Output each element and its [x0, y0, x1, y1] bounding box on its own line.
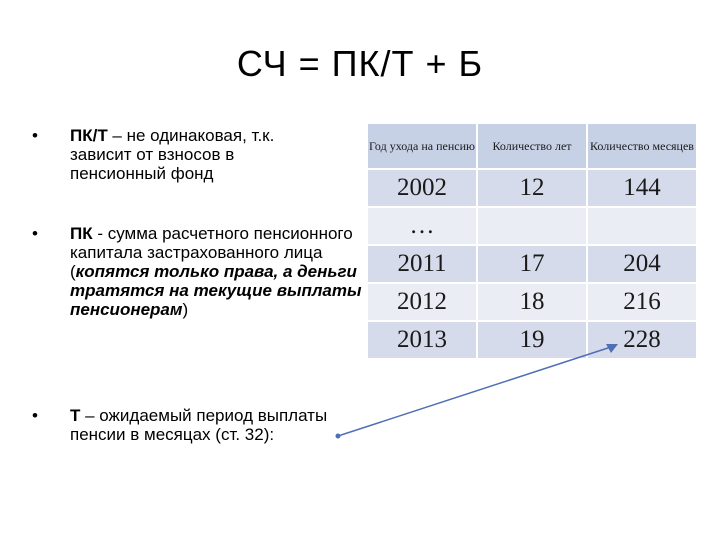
bullet-marker: •	[32, 224, 38, 243]
bullet-italic-text: копятся только права, а деньги тратятся на текущие выплаты пенсионерам	[70, 262, 362, 319]
bullet-text: – не одинаковая, т.к. зависит от взносов в пенсионный фонд	[70, 126, 275, 183]
connector-start-dot	[336, 434, 341, 439]
slide-title: СЧ = ПК/Т + Б	[236, 43, 484, 84]
table-header-cell: Количество месяцев	[588, 124, 696, 168]
bullet-marker: •	[32, 406, 38, 425]
table-cell: 12	[478, 170, 586, 206]
table-cell: 2012	[368, 284, 476, 320]
table-header-cell: Год ухода на пенсию	[368, 124, 476, 168]
table-cell: 17	[478, 246, 586, 282]
table-cell: 216	[588, 284, 696, 320]
bullet-text: - сумма расчетного пенсионного капитала застрахованного лица (	[70, 224, 353, 281]
table-cell: 228	[588, 322, 696, 358]
table-cell: 2011	[368, 246, 476, 282]
table-cell: 144	[588, 170, 696, 206]
bullet-tail: (ст. 32):	[210, 425, 275, 444]
bullet-italic-text: ожидаемый период выплаты пенсии в месяцах	[70, 406, 328, 444]
table-cell: 19	[478, 322, 586, 358]
table-cell: …	[368, 208, 476, 244]
table-cell: 18	[478, 284, 586, 320]
bullet-term: ПК	[70, 224, 93, 243]
table-header-cell: Количество лет	[478, 124, 586, 168]
bullet-text: –	[80, 406, 100, 425]
table-cell: 2013	[368, 322, 476, 358]
bullet-term: Т	[70, 406, 81, 425]
connector-line	[338, 346, 614, 436]
table-cell: 204	[588, 246, 696, 282]
bullet-tail: )	[182, 300, 189, 319]
table-cell: 2002	[368, 170, 476, 206]
bullet-marker: •	[32, 126, 38, 145]
bullet-term: ПК/Т	[70, 126, 108, 145]
